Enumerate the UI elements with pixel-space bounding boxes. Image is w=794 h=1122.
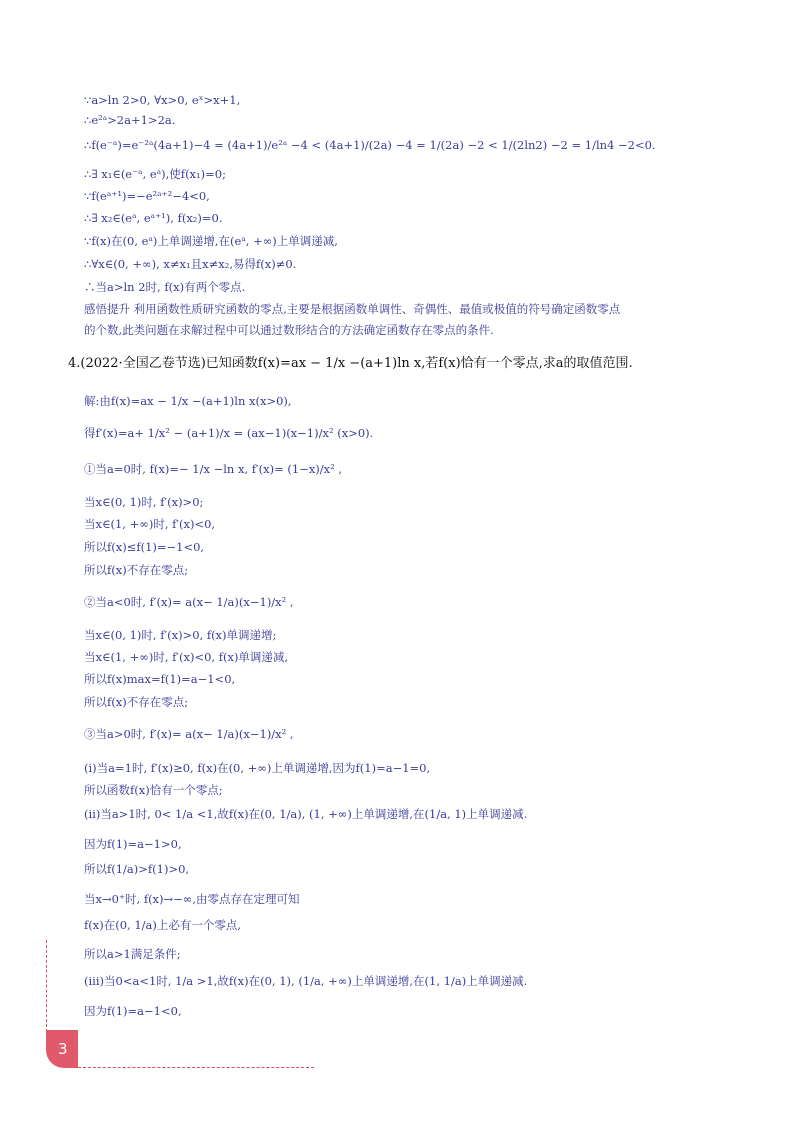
text-line: 所以a>1满足条件; [84,947,181,961]
text-line: 当x→0⁺时, f(x)→−∞,由零点存在定理可知 [84,892,300,906]
text-line: ∴∃ x₂∈(eᵃ, eᵃ⁺¹), f(x₂)=0. [84,211,223,225]
text-line: ∵f(x)在(0, eᵃ)上单调递增,在(eᵃ, +∞)上单调递减, [84,234,338,248]
text-line: ∵f(eᵃ⁺¹)=−e²ᵃ⁺²−4<0, [84,189,210,203]
text-line: 当x∈(0, 1)时, f′(x)>0; [84,495,204,509]
math-line: 得f′(x)=a+ 1/x² − (a+1)/x = (ax−1)(x−1)/x² (x>0). [84,426,374,440]
text-line: ∴当a>ln 2时, f(x)有两个零点. [84,280,246,294]
text-line: 因为f(1)=a−1<0, [84,1004,182,1018]
text-line: ∴∃ x₁∈(e⁻ᵃ, eᵃ),使f(x₁)=0; [84,167,226,181]
text-line: 当x∈(1, +∞)时, f′(x)<0, f(x)单调递减, [84,650,289,664]
text-line: 所以函数f(x)恰有一个零点; [84,783,223,797]
insight-line: 的个数,此类问题在求解过程中可以通过数形结合的方法确定函数存在零点的条件. [84,323,494,337]
text-line: 解:由f(x)=ax − 1/x −(a+1)ln x(x>0), [84,394,292,408]
math-line: ①当a=0时, f(x)=− 1/x −ln x, f′(x)= (1−x)/x² , [84,462,343,476]
page-border-dashed-vertical [46,940,47,1032]
page-number: 3 [58,1040,68,1058]
page-border-dashed-horizontal [78,1067,314,1068]
text-line: 所以f(x)≤f(1)=−1<0, [84,540,205,554]
text-line: 所以f(x)不存在零点; [84,695,189,709]
math-line: (ⅲ)当0<a<1时, 1/a >1,故f(x)在(0, 1), (1/a, +∞)上单调递增,在(1, 1/a)上单调递减. [84,974,528,988]
insight-line: 感悟提升 利用函数性质研究函数的零点,主要是根据函数单调性、奇偶性、最值或极值的符号确定函数零点 [84,302,621,316]
text-line: 当x∈(1, +∞)时, f′(x)<0, [84,517,216,531]
text-line: (ⅰ)当a=1时, f′(x)≥0, f(x)在(0, +∞)上单调递增,因为f(1)=a−1=0, [84,761,431,775]
text-line: ∴e²ᵃ>2a+1>2a. [84,113,176,127]
text-line: 所以f(x)不存在零点; [84,563,189,577]
text-line: ∵a>ln 2>0, ∀x>0, eˣ>x+1, [84,93,241,107]
math-line: ②当a<0时, f′(x)= a(x− 1/a)(x−1)/x² , [84,595,294,609]
math-line: ∴f(e⁻ᵃ)=e⁻²ᵃ(4a+1)−4 = (4a+1)/e²ᵃ −4 < (4a+1)/(2a) −4 = 1/(2a) −2 < 1/(2ln2) −2 = 1/ln4 −2<0. [84,138,656,152]
problem-statement: 4.(2022·全国乙卷节选)已知函数f(x)=ax − 1/x −(a+1)ln x,若f(x)恰有一个零点,求a的取值范围. [68,356,633,371]
math-line: 所以f(1/a)>f(1)>0, [84,862,190,876]
text-line: ∴∀x∈(0, +∞), x≠x₁且x≠x₂,易得f(x)≠0. [84,257,297,271]
math-line: (ⅱ)当a>1时, 0< 1/a <1,故f(x)在(0, 1/a), (1, +∞)上单调递增,在(1/a, 1)上单调递减. [84,807,528,821]
math-line: ③当a>0时, f′(x)= a(x− 1/a)(x−1)/x² , [84,727,294,741]
text-line: 所以f(x)max=f(1)=a−1<0, [84,672,236,686]
text-line: 当x∈(0, 1)时, f′(x)>0, f(x)单调递增; [84,628,277,642]
text-line: 因为f(1)=a−1>0, [84,837,182,851]
math-line: f(x)在(0, 1/a)上必有一个零点, [84,918,242,932]
